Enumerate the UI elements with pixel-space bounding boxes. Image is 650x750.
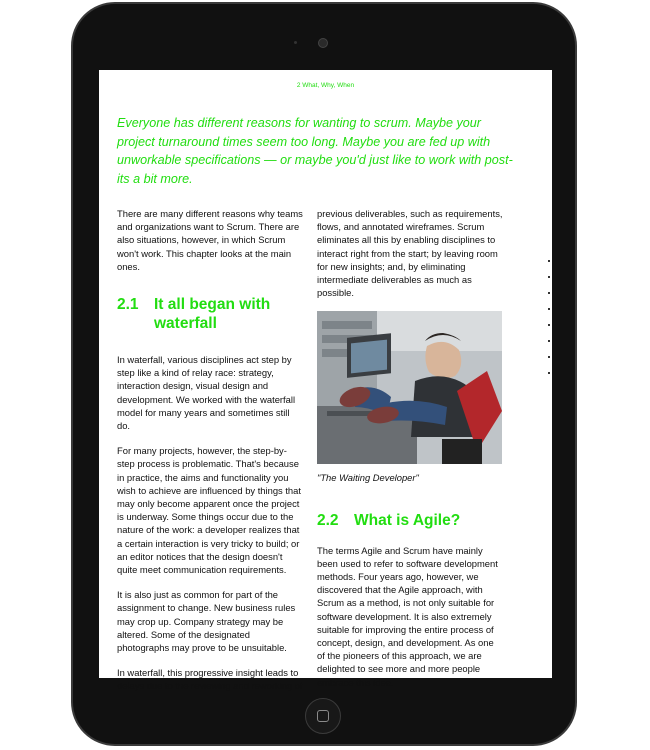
screen (99, 70, 552, 692)
paragraph: It is also just as common for part of the assignment to change. New business rules may crop up. Company strategy may be altered. Some of the designated photographs may prove to be unsuitable. (117, 589, 296, 654)
camera-icon (318, 38, 328, 48)
home-button[interactable] (305, 698, 341, 734)
right-column (317, 207, 503, 701)
photo-caption: "The Waiting Developer" (317, 472, 419, 484)
edge-marks (548, 260, 551, 388)
section-number: 2.1 (117, 296, 139, 314)
paragraph: There are many different reasons why teams and organizations want to Scrum. There are also situations, however, in which Scrum won't work. This chapter looks at the main ones. (117, 208, 303, 272)
section-heading (117, 295, 303, 333)
paragraph: In waterfall, various disciplines act step by step like a kind of relay race: strategy, interaction design, visual design and development. We worked with the waterfall model for many years and sometimes still do. (117, 354, 296, 432)
home-button-icon (317, 710, 329, 722)
running-head: 2 What, Why, When (296, 82, 355, 89)
developer-photo (317, 311, 502, 464)
section-title: It all began with waterfall (154, 296, 271, 333)
section-title: What is Agile? (354, 511, 461, 529)
paragraph: previous deliverables, such as requirements, flows, and annotated wireframes. Scrum eliminates all this by enabling disciplines to interact right from the start; by leaving room for new insights; and, by eliminating intermediate deliverables as much as possible. (317, 208, 503, 299)
section-number: 2.2 (317, 511, 339, 529)
developer-photo-illustration (317, 311, 502, 464)
sensor-icon (294, 41, 297, 44)
paragraph: For many projects, however, the step-by-step process is problematic. That's because in practice, the aims and functionality you wish to achieve are influenced by things that may only become apparent once the project is underway. Some things occur due to the nature of the work: a developer realizes that a certain interaction is very tricky to build; or an editor notices that the design doesn't quite meet communication requirements. (117, 445, 301, 576)
paragraph: The terms Agile and Scrum have mainly been used to refer to software development methods. Four years ago, however, we discovered that the Agile approach, with Scrum as a method, is not only suitable for software development. It is also extremely suitable for improving the entire process of concept, design, and development. As one of the pioneers of this approach, we are delighted to see more and more people embrace this idea. (317, 544, 498, 688)
left-column (117, 207, 303, 705)
intro-paragraph: Everyone has different reasons for wanting to scrum. Maybe your project turnaround times seem too long. Maybe you are fed up with unworkable specifications — or maybe you'd just like to work with post-its a bit more. (117, 116, 513, 186)
paragraph: In waterfall, this progressive insight leads to delays due to the reviewing and reworking of (117, 667, 303, 692)
section-heading (317, 511, 503, 530)
